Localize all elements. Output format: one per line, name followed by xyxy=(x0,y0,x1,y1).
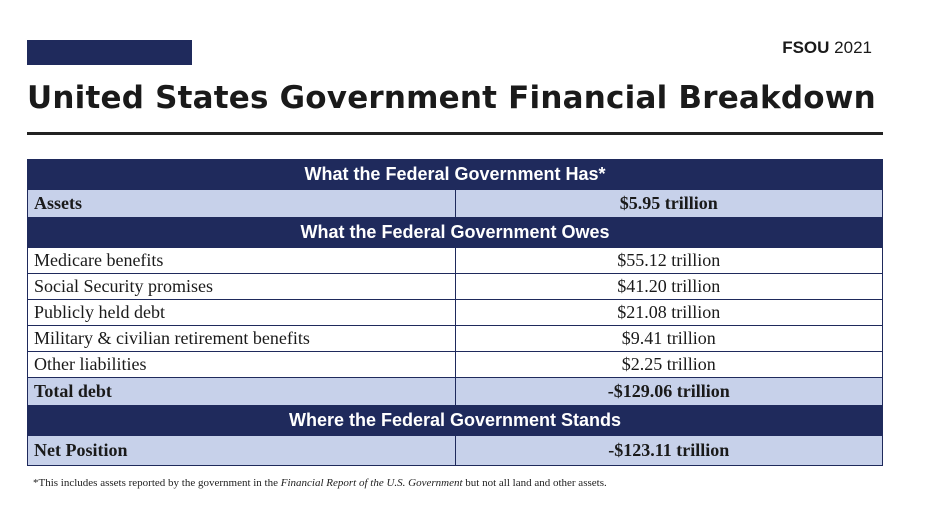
footnote-report-title: Financial Report of the U.S. Government xyxy=(280,477,463,489)
financial-table xyxy=(27,159,883,466)
assets-row xyxy=(28,190,883,218)
liability-label: Publicly held debt xyxy=(28,300,456,326)
total-debt-value: -$129.06 trillion xyxy=(455,378,883,406)
assets-label: Assets xyxy=(28,190,456,218)
section-header-stands xyxy=(28,406,883,436)
liability-value: $55.12 trillion xyxy=(455,248,883,274)
footnote-prefix: *This includes assets reported by the government in the xyxy=(33,477,281,489)
assets-value: $5.95 trillion xyxy=(455,190,883,218)
brand-label xyxy=(782,38,872,58)
section-header-has xyxy=(28,160,883,190)
liability-value: $9.41 trillion xyxy=(455,326,883,352)
table-row xyxy=(28,300,883,326)
liability-label: Military & civilian retirement benefits xyxy=(28,326,456,352)
section-title-has: What the Federal Government Has* xyxy=(28,160,883,190)
liability-label: Other liabilities xyxy=(28,352,456,378)
table-row xyxy=(28,248,883,274)
total-debt-label: Total debt xyxy=(28,378,456,406)
liability-value: $21.08 trillion xyxy=(455,300,883,326)
net-position-value: -$123.11 trillion xyxy=(455,436,883,466)
footnote xyxy=(33,477,607,489)
liability-label: Medicare benefits xyxy=(28,248,456,274)
table-row xyxy=(28,274,883,300)
footnote-suffix: but not all land and other assets. xyxy=(462,477,607,489)
section-title-stands: Where the Federal Government Stands xyxy=(28,406,883,436)
net-position-row xyxy=(28,436,883,466)
liability-value: $2.25 trillion xyxy=(455,352,883,378)
table-row xyxy=(28,352,883,378)
brand-year: 2021 xyxy=(834,38,872,57)
header-accent-bar xyxy=(27,40,192,65)
total-debt-row xyxy=(28,378,883,406)
table-row xyxy=(28,326,883,352)
net-position-label: Net Position xyxy=(28,436,456,466)
section-header-owes xyxy=(28,218,883,248)
liability-label: Social Security promises xyxy=(28,274,456,300)
brand-name: FSOU xyxy=(782,38,830,57)
section-title-owes: What the Federal Government Owes xyxy=(28,218,883,248)
page-title: United States Government Financial Breakdown xyxy=(27,80,876,116)
liability-value: $41.20 trillion xyxy=(455,274,883,300)
title-divider xyxy=(27,132,883,135)
